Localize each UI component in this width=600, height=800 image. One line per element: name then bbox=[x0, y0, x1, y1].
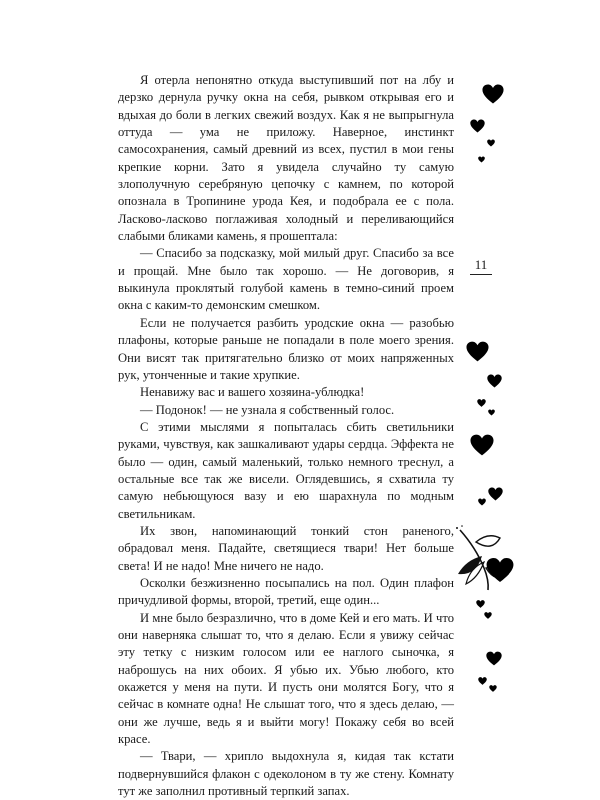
paragraph: Я отерла непонятно откуда выступивший пот на лбу и дерзко дернула ручку окна на себя, рывком открывая его и вдыхая до боли в легких свежий воздух. Как я не выпрыгнула оттуда — ума не приложу. Наверное, инстинкт самосохранения, самый древний из всех, пустил в мои гены крепкие корни. Зато я увидела случайно ту самую злополучную серебряную цепочку с камнем, по которой опознала в Тропинине урода Кея, и подобрала ее с пола. Ласково-ласково поглаживая холодный и переливающийся слабыми бликами камень, я прошептала: bbox=[118, 73, 454, 244]
paragraph: Осколки безжизненно посыпались на пол. Один плафон причудливой формы, второй, третий, еще один... bbox=[118, 575, 454, 608]
heart-black-icon bbox=[477, 399, 486, 407]
paragraph: — Спасибо за подсказку, мой милый друг. Спасибо за все и прощай. Мне было так хорошо. — Не договорив, я выкинула проклятый голубой камень в темно-синий проем окна с каким-то демонским смешком. bbox=[118, 246, 454, 313]
paragraph: Их звон, напоминающий тонкий стон раненого, обрадовал меня. Падайте, светящиеся твари! Нет больше света! И не надо! Мне ничего не надо. bbox=[118, 523, 454, 573]
paragraph: — Твари, — хрипло выдохнула я, кидая так кстати подвернувшийся флакон с одеколоном в ту же стену. Комнату тут же заполнил противный терпкий запах. bbox=[118, 749, 454, 799]
heart-black-icon bbox=[488, 487, 503, 501]
paragraph: Ненавижу вас и вашего хозяина-ублюдка! bbox=[140, 385, 365, 400]
page-number: 11 bbox=[470, 257, 492, 275]
paragraph: С этими мыслями я попыталась сбить светильники руками, чувствуя, как зашкаливают удары сердца. Эффекта не было — один, самый маленький, только немного треснул, а остальные все так же висели. Оглядевшись, я схватила ту самую небьющуюся вазу и ею шарахнула по модным светильникам. bbox=[118, 419, 454, 521]
heart-black-icon bbox=[478, 498, 486, 506]
paragraph: — Подонок! — не узнала я собственный голос. bbox=[140, 402, 395, 417]
heart-black-icon bbox=[487, 374, 502, 388]
paragraph: Если не получается разбить уродские окна — разобью плафоны, которые раньше не попадали в поле моего зрения. Они висят так притягательно близко от моих напряженных рук, утонченные и такие хрупкие. bbox=[118, 315, 454, 382]
heart-black-icon bbox=[489, 685, 497, 692]
heart-gray-icon bbox=[482, 84, 504, 104]
heart-black-icon bbox=[484, 612, 492, 619]
body-text bbox=[118, 72, 454, 800]
heart-gray-icon bbox=[470, 434, 494, 456]
heart-black-icon bbox=[488, 409, 495, 416]
heart-black-icon bbox=[486, 651, 502, 666]
heart-black-icon bbox=[478, 156, 485, 163]
heart-gray-icon bbox=[466, 341, 489, 362]
heart-black-icon bbox=[476, 600, 485, 608]
heart-black-icon bbox=[487, 139, 495, 147]
paragraph: И мне было безразлично, что в доме Кей и его мать. И что они наверняка слышат то, что я делаю. Если я увижу сейчас эту тетку с низким голосом или ее наглого сыночка, я наброшусь на них обоих. Я убью их. Убью любого, кто окажется у меня на пути. И пусть они молятся Богу, что я сейчас в комнате одна! Не слышат того, что я здесь делаю, — они же лучше, ведь я и выйти могу! Покажу себя во всей красе. bbox=[118, 610, 454, 747]
heart-black-icon bbox=[478, 677, 487, 685]
heart-gray-icon bbox=[486, 557, 514, 583]
heart-black-icon bbox=[470, 119, 485, 133]
